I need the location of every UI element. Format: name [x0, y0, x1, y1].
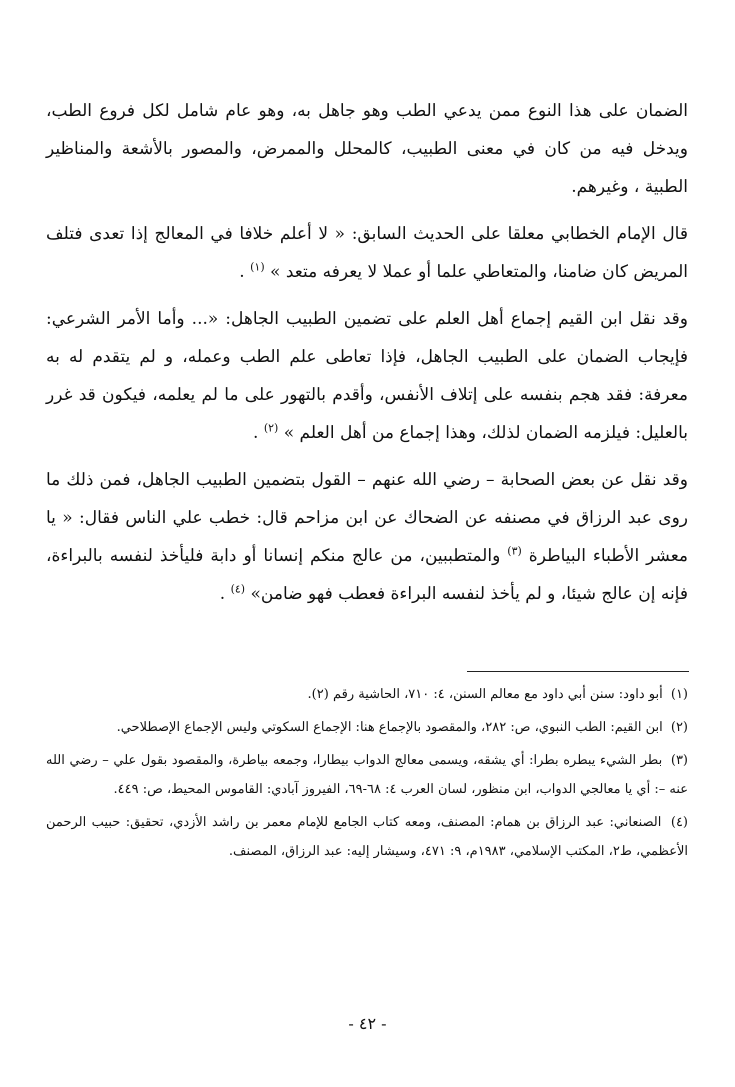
- footnote-text: بطر الشيء يبطره بطرا: أي يشقه، ويسمى معالج الدواب بيطارا، وجمعه بياطرة، والمقصود بقول علي – رضي الله عنه –: أي يا معالجي الدواب، ابن منظور، لسان العرب ٤: ٦٨-٦٩، الفيروز آبادي: القاموس المحيط، ص: ٤٤٩.: [46, 753, 688, 797]
- footnote-number: (٤): [670, 815, 688, 830]
- footnotes: [46, 680, 688, 870]
- paragraph-tail: .: [239, 262, 245, 282]
- footnote-separator: [467, 671, 689, 672]
- paragraph-1: [46, 92, 688, 206]
- paragraph-text-continued: والمتطببين، من عالج منكم إنسانا أو دابة فليأخذ لنفسه بالبراءة، فإنه إن عالج شيئا، و لم يأخذ لنفسه البراءة فعطب فهو ضامن»: [46, 546, 688, 604]
- main-text: [46, 92, 688, 613]
- footnote-reference[interactable]: (٤): [230, 582, 246, 596]
- footnote-text: أبو داود: سنن أبي داود مع معالم السنن، ٤: ٧١٠، الحاشية رقم (٢).: [307, 687, 663, 702]
- paragraph-3: [46, 300, 688, 452]
- paragraph-4: [46, 461, 688, 613]
- paragraph-tail: .: [219, 584, 226, 604]
- paragraph-text: وقد نقل ابن القيم إجماع أهل العلم على تضمين الطبيب الجاهل: «... وأما الأمر الشرعي: فإيجاب الضمان على الطبيب الجاهل، فإذا تعاطى علم الطب وعمله، و لم يتقدم له به معرفة: فقد هجم بنفسه على إتلاف الأنفس، وأقدم بالتهور على ما لم يعلمه، فيكون قد غرر بالعليل: فيلزمه الضمان لذلك، وهذا إجماع من أهل العلم »: [46, 309, 688, 443]
- footnote-number: (٣): [670, 753, 688, 768]
- footnote-text: ابن القيم: الطب النبوي، ص: ٢٨٢، والمقصود بالإجماع هنا: الإجماع السكوتي وليس الإجماع الإصطلاحي.: [116, 720, 663, 735]
- paragraph-tail: .: [253, 423, 259, 443]
- footnote-4: [46, 808, 688, 866]
- paragraph-text: قال الإمام الخطابي معلقا على الحديث السابق: « لا أعلم خلافا في المعالج إذا تعدى فتلف المريض كان ضامنا، والمتعاطي علما أو عملا لا يعرفه متعد »: [46, 224, 688, 282]
- footnote-text: الصنعاني: عبد الرزاق بن همام: المصنف، ومعه كتاب الجامع للإمام معمر بن راشد الأزدي، تحقيق: حبيب الرحمن الأعظمي، ط٢، المكتب الإسلامي، ١٩٨٣م، ٩: ٤٧١، وسيشار إليه: عبد الرزاق، المصنف.: [46, 815, 688, 859]
- footnote-3: [46, 746, 688, 804]
- footnote-number: (٢): [670, 720, 688, 735]
- paragraph-text: وقد نقل عن بعض الصحابة – رضي الله عنهم – القول بتضمين الطبيب الجاهل، فمن ذلك ما روى عبد الرزاق في مصنفه عن الضحاك عن ابن مزاحم قال: خطب علي الناس فقال: « يا معشر الأطباء البياطرة: [46, 470, 689, 566]
- footnote-reference[interactable]: (٢): [263, 421, 279, 435]
- footnote-number: (١): [670, 687, 688, 702]
- footnote-1: [46, 680, 688, 709]
- footnote-reference[interactable]: (١): [250, 260, 265, 274]
- paragraph-text: الضمان على هذا النوع ممن يدعي الطب وهو جاهل به، وهو عام شامل لكل فروع الطب، ويدخل فيه من كان في معنى الطبيب، كالمحلل والممرض، والمصور بالأشعة والمناظير الطبية ، وغيرهم.: [46, 101, 688, 197]
- footnote-2: [46, 713, 688, 742]
- paragraph-2: [46, 215, 688, 291]
- page-number: - ٤٢ -: [348, 1014, 387, 1033]
- footnote-reference[interactable]: (٣): [507, 544, 522, 558]
